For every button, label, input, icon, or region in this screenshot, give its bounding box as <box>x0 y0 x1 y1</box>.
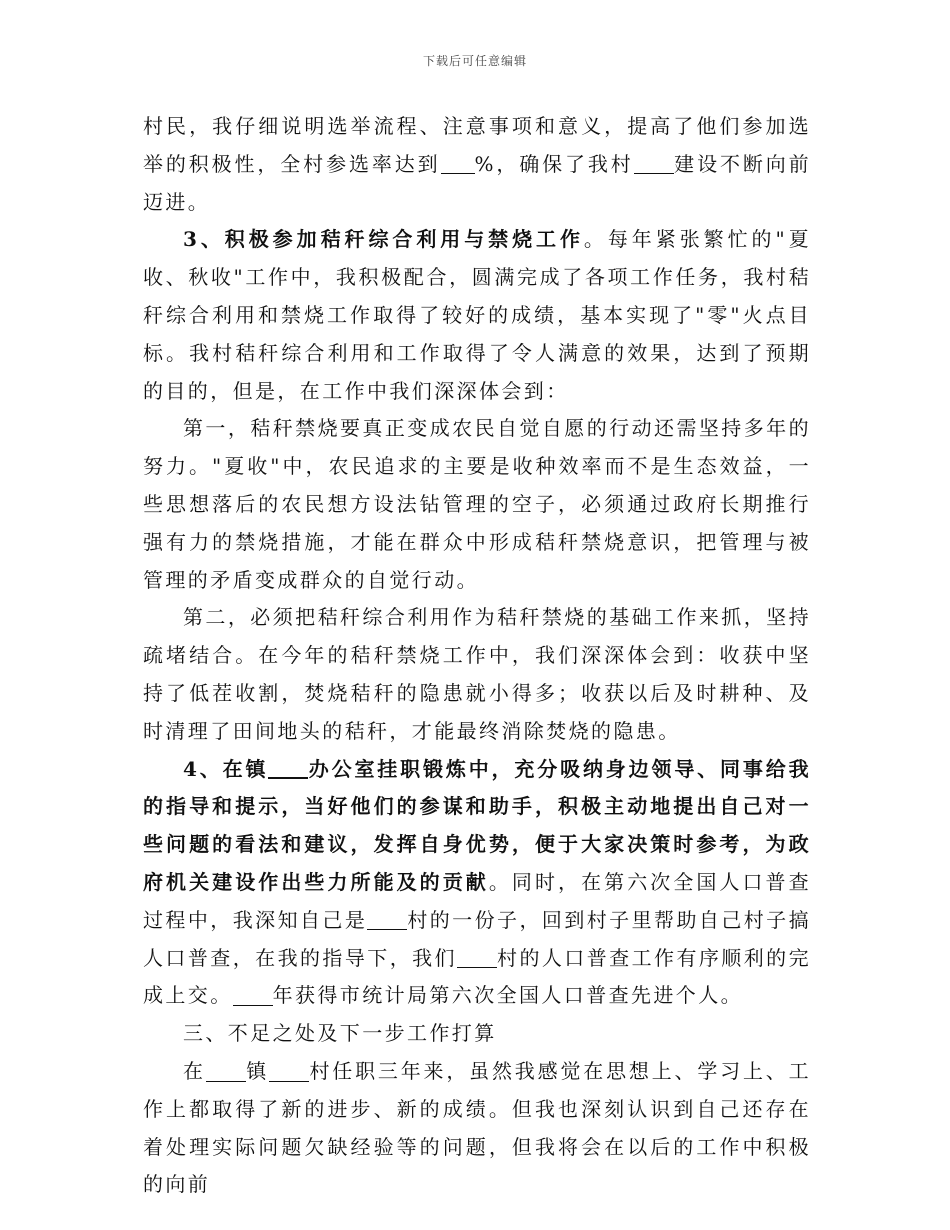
paragraph-text: %，确保了我村 <box>474 151 634 176</box>
paragraph-text: 在 <box>183 1058 206 1083</box>
paragraph-shortcomings <box>143 1053 811 1204</box>
paragraph-text: 镇 <box>245 1058 270 1083</box>
section-heading-4: 4、在镇 <box>183 756 269 781</box>
fill-in-blank <box>233 984 273 1006</box>
fill-in-blank <box>268 756 308 779</box>
section-heading-3: 3、积极参加秸秆综合利用与禁烧工作 <box>183 227 584 252</box>
fill-in-blank <box>269 1060 309 1082</box>
fill-in-blank <box>634 152 674 174</box>
paragraph-text: 。每年紧张繁忙的"夏收、秋收"工作中，我积极配合，圆满完成了各项工作任务，我村秸秆综合利用和禁烧工作取得了较好的成绩，基本实现了"零"火点目标。我村秸秆综合利用和工作取得了令人满意的效果，达到了预期的目的，但是，在工作中我们深深体会到： <box>143 227 811 403</box>
fill-in-blank <box>206 1060 246 1082</box>
paragraph-election <box>143 108 811 221</box>
paragraph-text: 建设不断向前迈进。 <box>143 151 812 214</box>
fill-in-blank <box>457 946 497 968</box>
paragraph-first-point: 第一，秸秆禁烧要真正变成农民自觉自愿的行动还需坚持多年的努力。"夏收"中，农民追求的主要是收种效率而不是生态效益，一些思想落后的农民想方设法钻管理的空子，必须通过政府长期推行强有力的禁烧措施，才能在群众中形成秸秆禁烧意识，把管理与被管理的矛盾变成群众的自觉行动。 <box>143 416 811 592</box>
paragraph-text: 村任职三年来，虽然我感觉在思想上、学习上、工作上都取得了新的进步、新的成绩。但我也深刻认识到自己还存在着处理实际问题欠缺经验等的问题，但我将会在以后的工作中积极的向前 <box>143 1058 811 1197</box>
paragraph-straw-burning <box>143 221 811 410</box>
paragraph-text: 。同时，在第六次全国人口普查过程中，我深知自己是 <box>143 869 811 932</box>
document-body <box>143 108 811 1204</box>
paragraph-text: 村民，我仔细说明选举流程、注意事项和意义，提高了他们参加选举的积极性，全村参选率达到 <box>143 114 811 176</box>
paragraph-text: 村的人口普查工作有序顺利的完成上交。 <box>143 945 811 1008</box>
section-heading-shortcomings: 三、不足之处及下一步工作打算 <box>183 1021 497 1046</box>
paragraph-text: 村的一份子，回到村子里帮助自己村子搞人口普查，在我的指导下，我们 <box>143 907 812 970</box>
paragraph-office-training <box>143 751 811 1016</box>
page-header: 下载后可任意编辑 <box>422 54 527 68</box>
fill-in-blank <box>441 152 475 174</box>
section-heading-4-continued: 办公室挂职锻炼中，充分吸纳身边领导、同事给我的指导和提示，当好他们的参谋和助手，积极主动地提出自己对一些问题的看法和建议，发挥自身优势，便于大家决策时参考，为政府机关建设作出些力所能及的贡献 <box>143 756 811 894</box>
paragraph-text: 年获得市统计局第六次全国人口普查先进个人。 <box>272 983 744 1008</box>
fill-in-blank <box>367 908 407 930</box>
paragraph-second-point: 第二，必须把秸秆综合利用作为秸秆禁烧的基础工作来抓，坚持疏堵结合。在今年的秸秆禁烧工作中，我们深深体会到：收获中坚持了低茬收割，焚烧秸秆的隐患就小得多；收获以后及时耕种、及时清理了田间地头的秸秆，才能最终消除焚烧的隐患。 <box>143 605 811 743</box>
